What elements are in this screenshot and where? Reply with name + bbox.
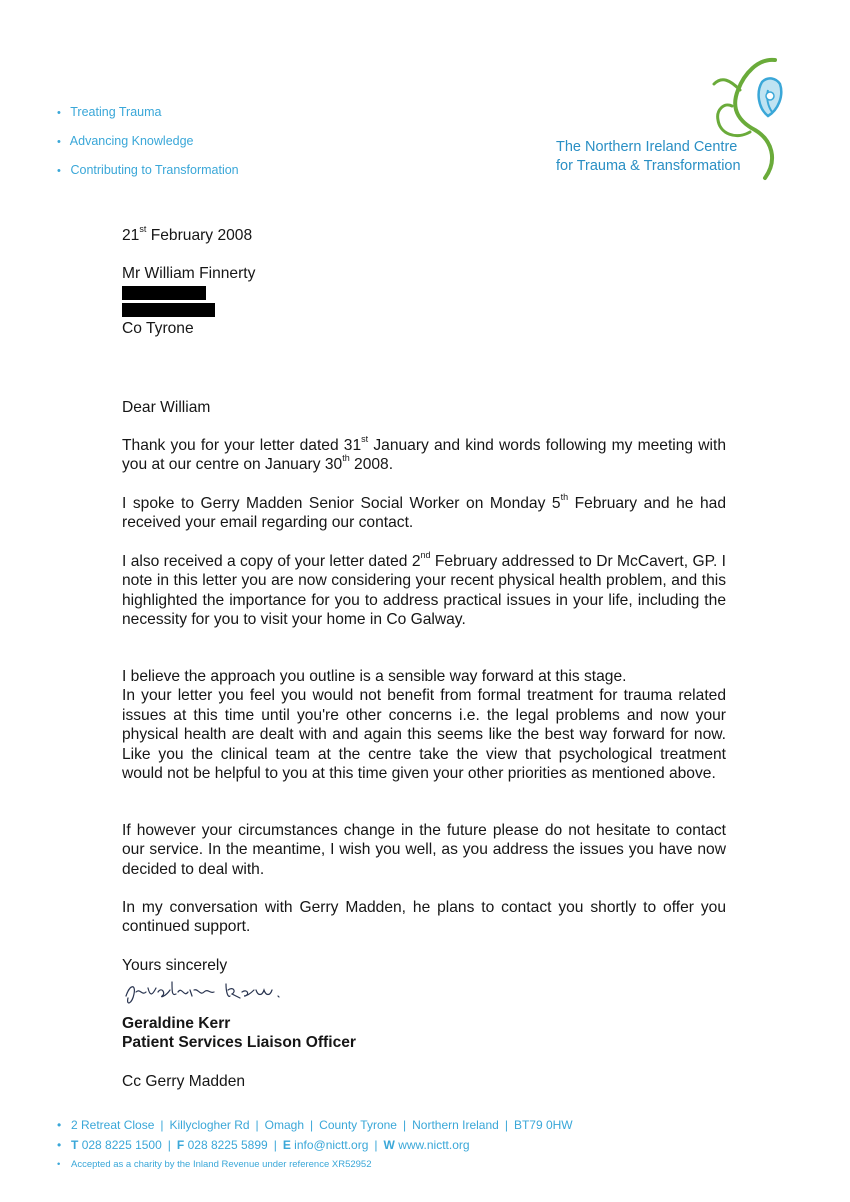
bullet-icon: • [57, 1118, 62, 1132]
bullet-icon: • [57, 136, 61, 148]
tagline-list [57, 98, 239, 185]
website-link: www.nictt.org [398, 1138, 470, 1152]
letter-date: 21st February 2008 [122, 223, 253, 244]
email-link: info@nictt.org [294, 1138, 369, 1152]
tagline-item: • Advancing Knowledge [57, 127, 239, 156]
salutation: Dear William [122, 399, 211, 416]
closing: Yours sincerely [122, 957, 228, 974]
redaction-bar [122, 303, 215, 317]
cc-line: Cc Gerry Madden [122, 1073, 246, 1090]
footer-contact: • T 028 8225 1500 | F 028 8225 5899 | E info@nictt.org | W www.nictt.org [57, 1135, 573, 1155]
paragraph: I spoke to Gerry Madden Senior Social Worker on Monday 5th February and he had received your email regarding our contact. [122, 491, 727, 532]
footer-charity: • Accepted as a charity by the Inland Revenue under reference XR52952 [57, 1155, 573, 1175]
recipient-county: Co Tyrone [122, 320, 194, 338]
paragraph: In my conversation with Gerry Madden, he plans to contact you shortly to offer you continued support. [122, 899, 726, 936]
signer-name: Geraldine Kerr [122, 1015, 231, 1032]
paragraph: If however your circumstances change in the future please do not hesitate to contact our service. In the meantime, I wish you well, as you address the issues you have now decided to deal with. [122, 822, 726, 878]
recipient-address [122, 264, 255, 339]
redaction-bar [122, 286, 206, 300]
footer-address: • 2 Retreat Close | Killyclogher Rd | Omagh | County Tyrone | Northern Ireland | BT79 0HW [57, 1115, 573, 1135]
letter-footer [57, 1115, 573, 1175]
signer-block [122, 1014, 356, 1053]
tagline-item: • Treating Trauma [57, 98, 239, 127]
paragraph: I believe the approach you outline is a sensible way forward at this stage. In your letter you feel you would not benefit from formal treatment for trauma related issues at this time until you're other concerns i.e. the legal problems and now your physical health are dealt with and again this seems like the best way forward for now. Like you the clinical team at the centre take the view that psychological treatment would not be helpful to you at this time given your other priorities as mentioned above. [122, 668, 726, 783]
bullet-icon: • [57, 107, 61, 119]
paragraph: I also received a copy of your letter dated 2nd February addressed to Dr McCavert, GP. I note in this letter you are now considering your recent physical health problem, and this highlighted the importance for you to address practical issues in your life, including the necessity for you to visit your home in Co Galway. [122, 549, 726, 629]
bullet-icon: • [57, 1138, 62, 1152]
bullet-icon: • [57, 165, 61, 177]
handwritten-signature [122, 978, 322, 1008]
phone-number: 028 8225 1500 [81, 1138, 162, 1152]
bullet-icon: • [57, 1159, 61, 1170]
paragraph: Thank you for your letter dated 31st January and kind words following my meeting with you at our centre on January 30th 2008. [122, 433, 727, 474]
fax-number: 028 8225 5899 [187, 1138, 268, 1152]
signer-title: Patient Services Liaison Officer [122, 1034, 356, 1052]
organization-name: The Northern Ireland Centre for Trauma & Transformation [556, 139, 741, 174]
tagline-item: • Contributing to Transformation [57, 156, 239, 185]
recipient-name: Mr William Finnerty [122, 265, 256, 282]
